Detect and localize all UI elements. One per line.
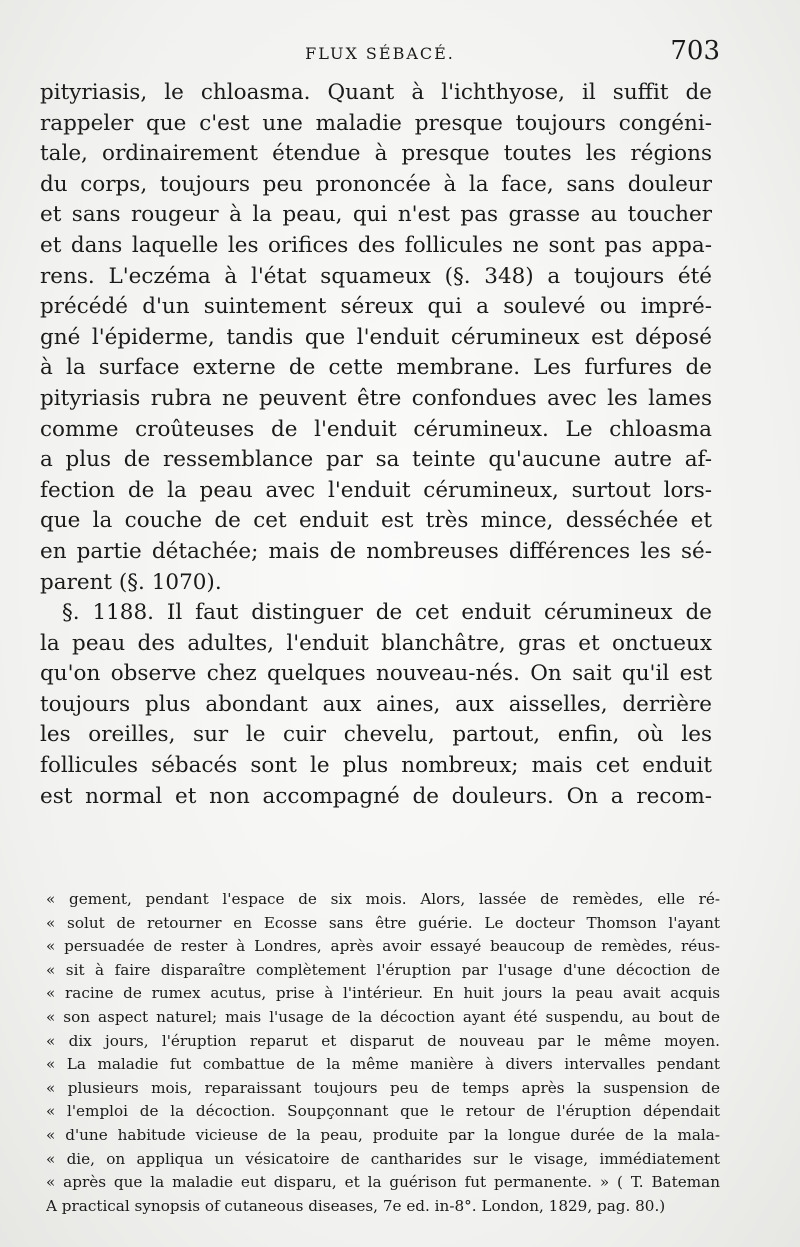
body-line: et dans laquelle les orifices des follicules ne sont pas appa- <box>40 232 712 258</box>
body-line: la peau des adultes, l'enduit blanchâtre, gras et onctueux <box>40 630 712 656</box>
body-line: que la couche de cet enduit est très mince, desséchée et <box>40 508 712 534</box>
body-line: à la surface externe de cette membrane. Les furfures de <box>40 355 712 381</box>
body-line: qu'on observe chez quelques nouveau-nés. On sait qu'il est <box>40 661 712 687</box>
running-title: FLUX SÉBACÉ. <box>305 44 455 63</box>
footnote-line: « solut de retourner en Ecosse sans être guérie. Le docteur Thomson l'ayant <box>46 913 720 932</box>
body-line: précédé d'un suintement séreux qui a soulevé ou impré- <box>40 294 712 320</box>
page-number: 703 <box>670 36 720 66</box>
footnote-line: « l'emploi de la décoction. Soupçonnant que le retour de l'éruption dépendait <box>46 1102 720 1121</box>
footnote-line: « après que la maladie eut disparu, et la guérison fut permanente. » ( T. Bateman <box>46 1173 720 1192</box>
body-line: follicules sébacés sont le plus nombreux; mais cet enduit <box>40 753 712 779</box>
body-line: les oreilles, sur le cuir chevelu, partout, enfin, où les <box>40 722 712 748</box>
footnotes <box>46 888 720 1218</box>
body-line: gné l'épiderme, tandis que l'enduit cérumineux est déposé <box>40 324 712 350</box>
body-line: toujours plus abondant aux aines, aux aisselles, derrière <box>40 691 712 717</box>
body-line: du corps, toujours peu prononcée à la face, sans douleur <box>40 171 712 197</box>
page-header <box>40 36 720 80</box>
body-line: fection de la peau avec l'enduit cérumineux, surtout lors- <box>40 477 712 503</box>
body-line: en partie détachée; mais de nombreuses différences les sé- <box>40 538 712 564</box>
body-line: est normal et non accompagné de douleurs. On a recom- <box>40 783 712 809</box>
footnote-citation: A practical synopsis of cutaneous diseases, 7e ed. in-8°. London, 1829, pag. 80.) <box>46 1196 666 1215</box>
footnote-line: « d'une habitude vicieuse de la peau, produite par la longue durée de la mala- <box>46 1125 720 1144</box>
body-text <box>40 78 712 812</box>
body-line: comme croûteuses de l'enduit cérumineux. Le chloasma <box>40 416 712 442</box>
footnote-line: « dix jours, l'éruption reparut et disparut de nouveau par le même moyen. <box>46 1031 720 1050</box>
body-line: pityriasis, le chloasma. Quant à l'ichthyose, il suffit de <box>40 80 712 105</box>
footnote-line: « persuadée de rester à Londres, après avoir essayé beaucoup de remèdes, réus- <box>46 937 720 956</box>
body-line: pityriasis rubra ne peuvent être confondues avec les lames <box>40 385 712 411</box>
footnote-line: « die, on appliqua un vésicatoire de cantharides sur le visage, immédiatement <box>46 1149 720 1168</box>
body-line: a plus de ressemblance par sa teinte qu'aucune autre af- <box>40 447 712 473</box>
footnote-line: « son aspect naturel; mais l'usage de la décoction ayant été suspendu, au bout de <box>46 1007 720 1026</box>
body-line-paragraph-start: §. 1188. Il faut distinguer de cet enduit cérumineux de <box>62 600 712 626</box>
body-line: parent (§. 1070). <box>40 569 222 595</box>
body-line: rappeler que c'est une maladie presque toujours congéni- <box>40 110 712 136</box>
footnote-line: « racine de rumex acutus, prise à l'intérieur. En huit jours la peau avait acquis <box>46 984 720 1003</box>
footnote-line: « sit à faire disparaître complètement l'éruption par l'usage d'une décoction de <box>46 960 720 979</box>
footnote-line: « La maladie fut combattue de la même manière à divers intervalles pendant <box>46 1055 720 1074</box>
body-line: rens. L'eczéma à l'état squameux (§. 348) a toujours été <box>40 263 712 289</box>
body-line: tale, ordinairement étendue à presque toutes les régions <box>40 141 712 167</box>
footnote-line: « plusieurs mois, reparaissant toujours peu de temps après la suspension de <box>46 1078 720 1097</box>
body-line: et sans rougeur à la peau, qui n'est pas grasse au toucher <box>40 202 712 228</box>
footnote-line: « gement, pendant l'espace de six mois. Alors, lassée de remèdes, elle ré- <box>46 890 720 908</box>
